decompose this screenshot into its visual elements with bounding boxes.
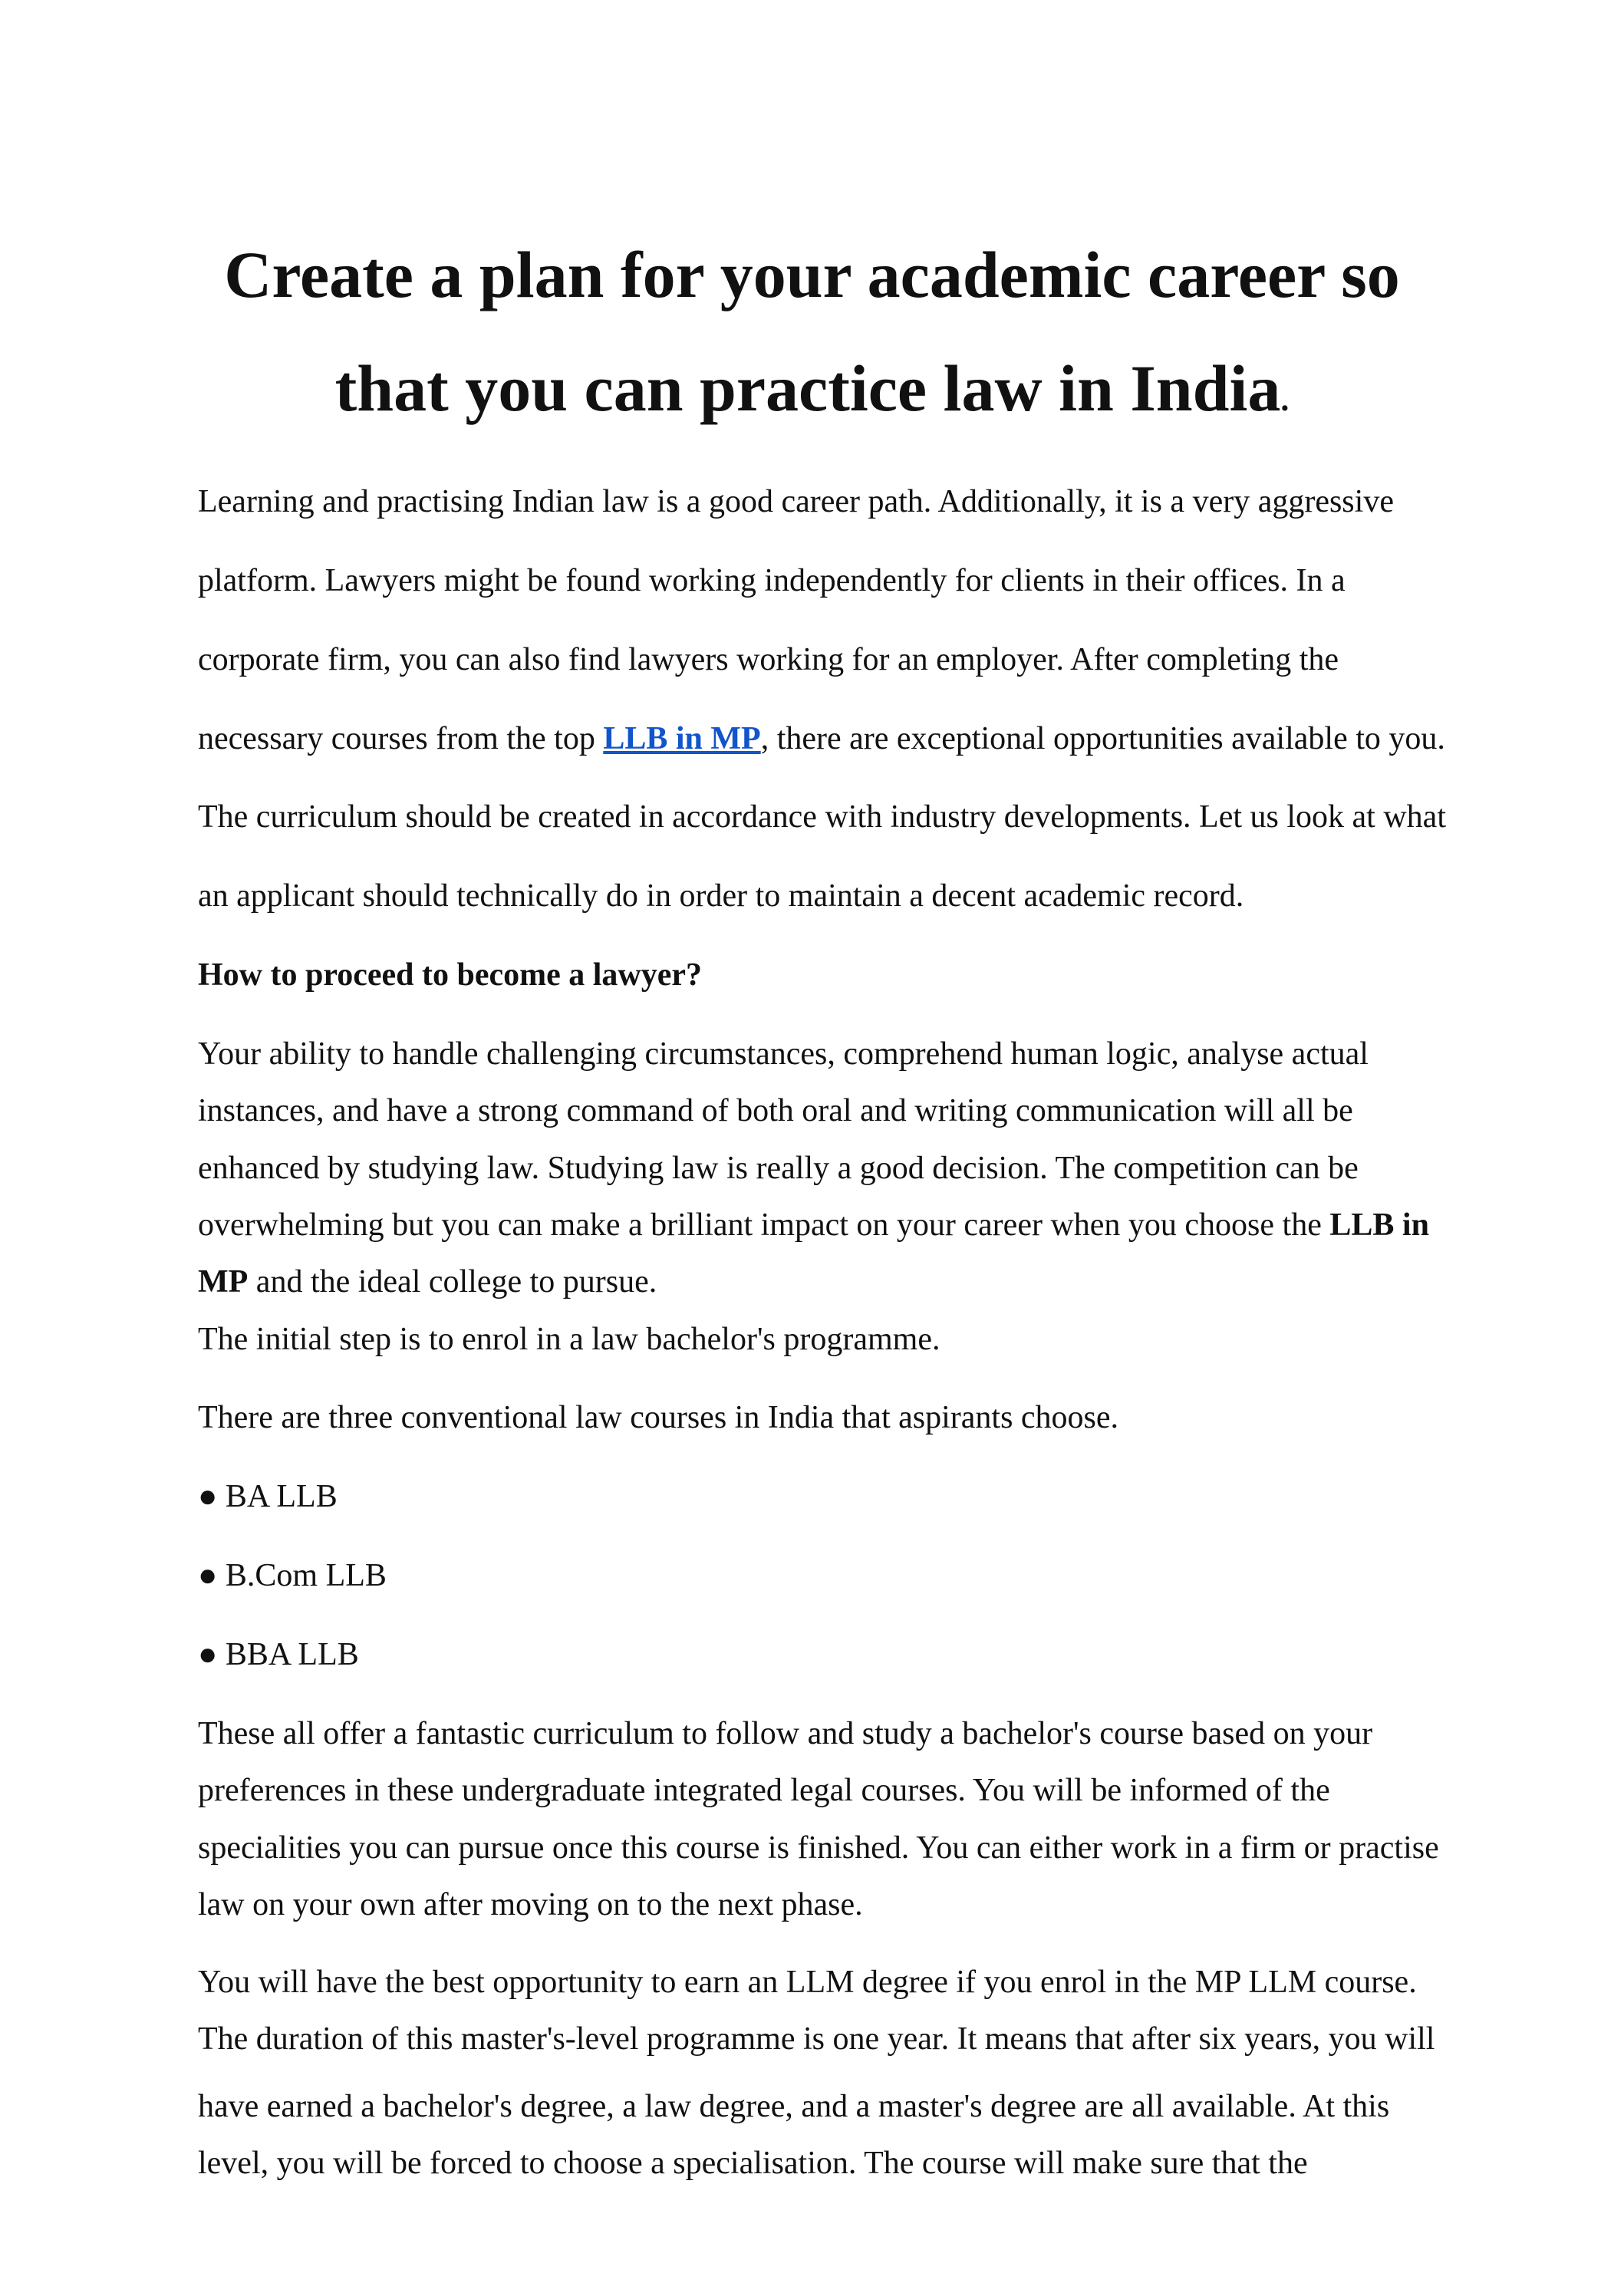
ability-line-4	[198, 1205, 1429, 1245]
llm-line-3: have earned a bachelor's degree, a law degree, and a master's degree are all available. At this	[198, 2089, 1390, 2124]
ability-line-3: enhanced by studying law. Studying law is really a good decision. The competition can be	[198, 1151, 1359, 1186]
page-title-line-1: Create a plan for your academic career so	[224, 238, 1400, 311]
list-item-course-3: ● BBA LLB	[198, 1637, 359, 1672]
page-title-line-2-text: that you can practice law in India	[334, 351, 1281, 425]
intro-line-5: The curriculum should be created in accordance with industry developments. Let us look at what	[198, 799, 1446, 835]
curriculum-line-2: preferences in these undergraduate integrated legal courses. You will be informed of the	[198, 1773, 1330, 1808]
list-item-course-1: ● BA LLB	[198, 1479, 338, 1514]
ability-line-5-end: and the ideal college to pursue.	[248, 1264, 657, 1300]
ability-line-6: The initial step is to enrol in a law bachelor's programme.	[198, 1322, 940, 1357]
ability-line-5	[198, 1262, 657, 1302]
intro-line-4-start: necessary courses from the top	[198, 721, 604, 756]
curriculum-line-4: law on your own after moving on to the next phase.	[198, 1887, 863, 1922]
llm-line-4: level, you will be forced to choose a specialisation. The course will make sure that the	[198, 2146, 1308, 2181]
intro-line-1: Learning and practising Indian law is a good career path. Additionally, it is a very aggressive	[198, 484, 1394, 519]
llb-in-mp-link[interactable]: LLB in MP	[603, 721, 761, 756]
courses-intro: There are three conventional law courses in India that aspirants choose.	[198, 1400, 1119, 1435]
ability-line-4-bold: LLB in	[1329, 1207, 1429, 1243]
llm-line-1: You will have the best opportunity to earn an LLM degree if you enrol in the MP LLM course.	[198, 1965, 1417, 2000]
page-title-period: .	[1280, 380, 1290, 418]
curriculum-line-1: These all offer a fantastic curriculum to follow and study a bachelor's course based on your	[198, 1716, 1373, 1751]
page-title-line-2	[153, 350, 1471, 438]
list-item-course-2: ● B.Com LLB	[198, 1558, 387, 1593]
intro-line-3: corporate firm, you can also find lawyers working for an employer. After completing the	[198, 642, 1339, 677]
ability-line-1: Your ability to handle challenging circumstances, comprehend human logic, analyse actual	[198, 1036, 1369, 1072]
llm-line-2: The duration of this master's-level programme is one year. It means that after six years, you will	[198, 2021, 1435, 2057]
intro-line-6: an applicant should technically do in order to maintain a decent academic record.	[198, 878, 1244, 914]
intro-line-4-end: , there are exceptional opportunities available to you.	[760, 721, 1445, 756]
ability-line-5-bold: MP	[198, 1264, 249, 1300]
ability-line-2: instances, and have a strong command of both oral and writing communication will all be	[198, 1093, 1353, 1128]
section-heading: How to proceed to become a lawyer?	[198, 957, 703, 993]
intro-line-4	[198, 719, 1445, 759]
ability-line-4-start: overwhelming but you can make a brilliant impact on your career when you choose the	[198, 1207, 1330, 1243]
curriculum-line-3: specialities you can pursue once this course is finished. You can either work in a firm or practise	[198, 1830, 1439, 1866]
intro-line-2: platform. Lawyers might be found working independently for clients in their offices. In a	[198, 563, 1346, 598]
